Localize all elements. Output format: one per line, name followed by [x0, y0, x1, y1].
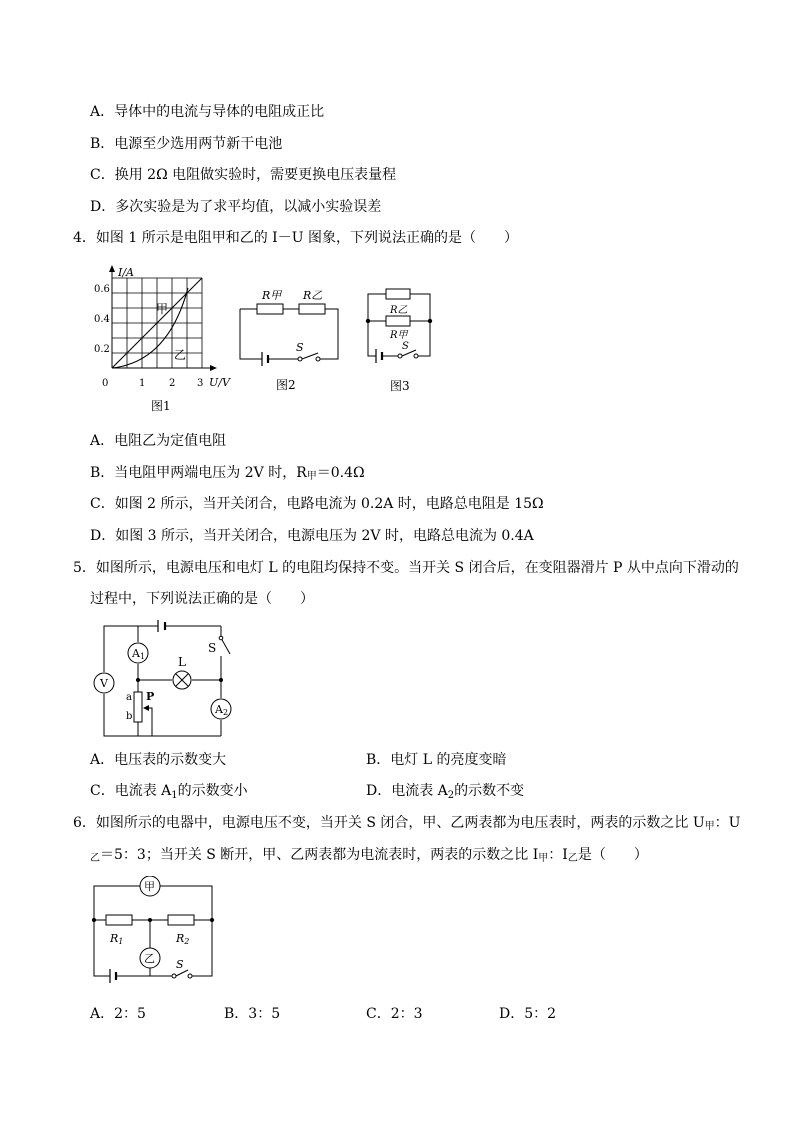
x-axis-arrow-icon: [210, 365, 217, 371]
q5-option-c: C．电流表 $A_1$的示数变小: [90, 783, 248, 801]
slider-label: P: [146, 690, 155, 703]
rheostat-end-b: b: [126, 711, 133, 722]
junction-right: [428, 319, 432, 323]
switch-blade: [221, 638, 230, 654]
y-tick-04: 0.4: [94, 314, 110, 325]
y-axis-arrow-icon: [109, 265, 115, 272]
x-axis-label: U/V: [209, 376, 230, 389]
wire-right: [416, 321, 430, 356]
wire-top-right: [410, 294, 430, 321]
q3-option-c: C．换用 2Ω 电阻做实验时，需要更换电压表量程: [90, 167, 397, 183]
switch-label: S: [208, 641, 217, 655]
q4-option-d: D．如图 3 所示，当开关闭合，电源电压为 2V 时，电路总电流为 0.4A: [90, 528, 534, 544]
resistor-r1: [106, 915, 132, 925]
q6-option-b: B．3：5: [224, 1006, 281, 1022]
rheostat-end-a: a: [126, 692, 132, 703]
wire-left: [368, 321, 376, 356]
r1-label: R1: [110, 932, 124, 946]
fig2-r-yi: R乙: [303, 289, 323, 302]
q4-option-a: A．电阻乙为定值电阻: [90, 433, 227, 449]
y-axis-label: I/A: [118, 266, 134, 279]
switch-contact: [172, 974, 176, 978]
junction-left: [366, 319, 370, 323]
wire-top-left: [368, 294, 386, 321]
ammeter-a1-label: A1: [132, 647, 146, 661]
meter-yi-label: 乙: [144, 952, 155, 965]
switch-contact: [398, 354, 402, 358]
label-jia: 甲: [156, 302, 169, 316]
fig3-switch-label: S: [402, 341, 409, 352]
resistor-r2: [168, 915, 194, 925]
voltmeter-label: V: [100, 677, 108, 690]
q5-option-d: D．电流表 $A_2$的示数不变: [366, 783, 525, 801]
switch-label: S: [176, 958, 184, 971]
junction-right: [210, 918, 214, 922]
q4-stem: 4．如图 1 所示是电阻甲和乙的 I－U 图象，下列说法正确的是（ ）: [73, 230, 518, 246]
q5-option-a: A．电压表的示数变大: [90, 752, 227, 768]
junction-right: [219, 678, 223, 682]
y-tick-06: 0.6: [94, 284, 110, 295]
q5-circuit: [88, 618, 248, 742]
meter-jia-label: 甲: [144, 880, 155, 893]
switch-contact-right: [188, 974, 192, 978]
q4-fig2-circuit: [236, 285, 344, 395]
q4-option-c: C．如图 2 所示，当开关闭合，电路电流为 0.2A 时，电路总电阻是 15Ω: [90, 496, 544, 512]
q3-option-b: B．电源至少选用两节新干电池: [90, 136, 283, 152]
x-tick-3: 3: [197, 378, 204, 389]
ammeter-a2-label: A2: [215, 703, 229, 717]
q3-option-d: D．多次实验是为了求平均值，以减小实验误差: [90, 199, 382, 215]
q6-option-c: C．2：3: [366, 1006, 423, 1022]
q6-stem-line2: 乙＝5：3；当开关 S 断开，甲、乙两表都为电流表时，两表的示数之比 I甲：I乙是（ ）: [90, 847, 648, 864]
lamp-label: L: [178, 655, 186, 669]
resistor-yi: [299, 304, 325, 314]
q5-stem-line1: 5．如图所示，电源电压和电灯 L 的电阻均保持不变。当开关 S 闭合后，在变阻器滑片 P 从中点向下滑动的: [73, 560, 739, 576]
fig3-r-yi: R乙: [390, 305, 408, 316]
q5-stem-line2: 过程中，下列说法正确的是（ ）: [90, 591, 314, 607]
label-yi: 乙: [174, 348, 187, 362]
fig2-r-jia: R甲: [262, 289, 282, 302]
r2-label: R2: [176, 932, 190, 946]
fig2-caption: 图2: [276, 378, 296, 392]
q5-option-b: B．电灯 L 的亮度变暗: [366, 752, 507, 768]
switch-blade: [302, 353, 318, 359]
q3-option-a: A．导体中的电流与导体的电阻成正比: [90, 104, 325, 120]
resistor-jia: [386, 316, 410, 326]
q6-option-d: D．5：2: [499, 1006, 557, 1022]
slider-wire: [144, 708, 152, 736]
switch-contact-right: [414, 354, 418, 358]
switch-contact: [298, 357, 302, 361]
junction-left: [92, 918, 96, 922]
wire-left: [240, 309, 262, 359]
fig3-r-jia: R甲: [390, 330, 408, 341]
rheostat: [134, 692, 142, 722]
wire-bottom: [104, 694, 221, 736]
q4-fig3-circuit: [362, 282, 442, 398]
q6-circuit: [88, 876, 228, 986]
resistor-jia: [257, 304, 283, 314]
x-tick-1: 1: [139, 378, 146, 389]
wire-left: [94, 920, 110, 976]
q6-option-a: A．2：5: [90, 1006, 146, 1022]
x-tick-2: 2: [169, 378, 176, 389]
fig2-switch-label: S: [296, 341, 304, 354]
wire-right: [190, 920, 212, 976]
slider-arrow-icon: [143, 705, 149, 711]
junction-middle: [148, 918, 152, 922]
junction: [136, 678, 140, 682]
wire-right: [318, 309, 338, 359]
switch-contact: [219, 636, 223, 640]
q4-option-b: B．当电阻甲两端电压为 2V 时，R甲＝0.4Ω: [90, 465, 365, 482]
y-tick-02: 0.2: [94, 344, 110, 355]
switch-contact-right: [316, 357, 320, 361]
q6-stem-line1: 6．如图所示的电器中，电源电压不变，当开关 S 闭合，甲、乙两表都为电压表时，两表的示数之比 U甲：U: [73, 815, 741, 832]
x-tick-0: 0: [102, 378, 109, 389]
resistor-yi: [386, 289, 410, 299]
q4-fig1-graph: [88, 262, 238, 414]
fig1-caption: 图1: [151, 399, 171, 413]
fig3-caption: 图3: [390, 379, 410, 393]
